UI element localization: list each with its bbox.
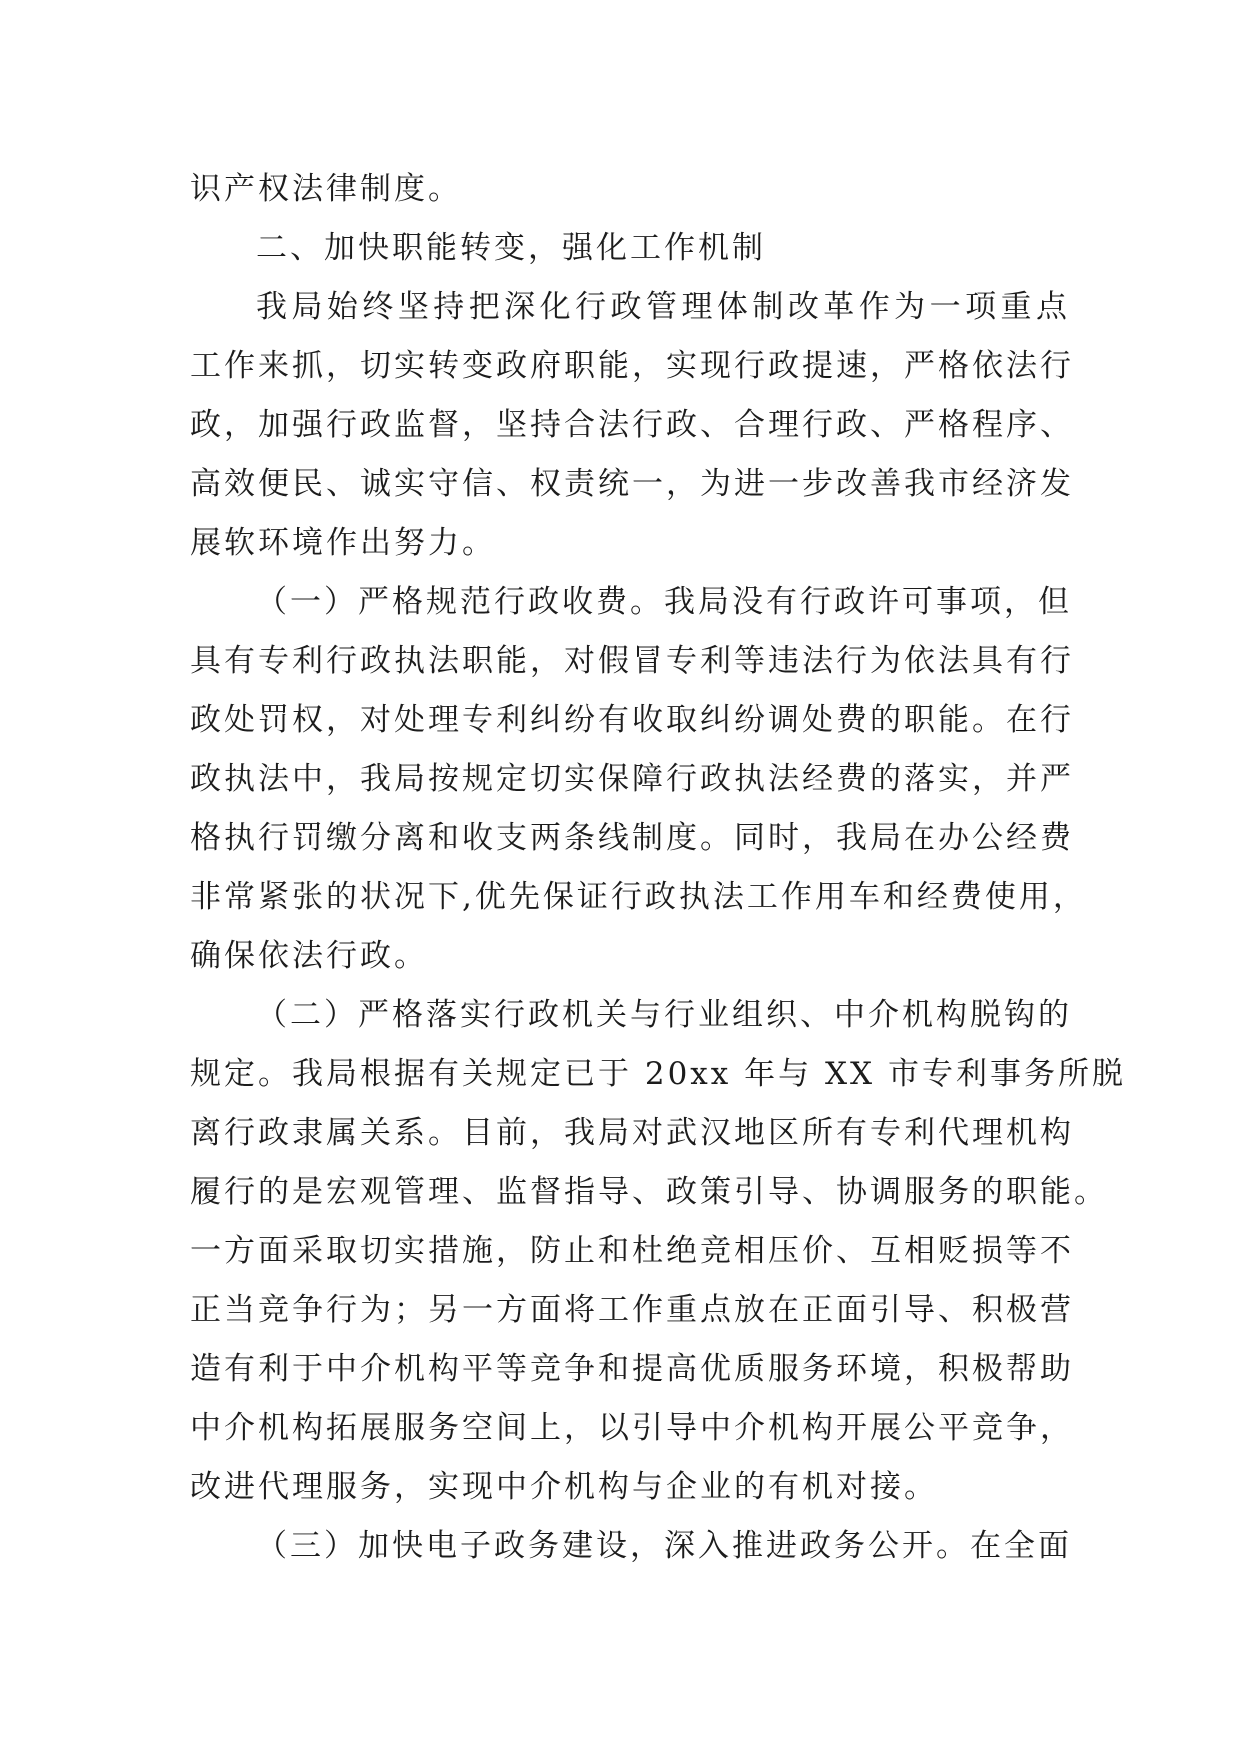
text-line: 格执行罚缴分离和收支两条线制度。同时，我局在办公经费 <box>190 820 1074 856</box>
text-line: 具有专利行政执法职能，对假冒专利等违法行为依法具有行 <box>190 643 1074 679</box>
text-line: 离行政隶属关系。目前，我局对武汉地区所有专利代理机构 <box>190 1115 1074 1151</box>
text-line: 一方面采取切实措施，防止和杜绝竞相压价、互相贬损等不 <box>190 1233 1074 1269</box>
text-line: 高效便民、诚实守信、权责统一，为进一步改善我市经济发 <box>190 466 1074 502</box>
text-line: 确保依法行政。 <box>190 938 428 974</box>
text-line: 识产权法律制度。 <box>190 171 462 207</box>
text-line: 展软环境作出努力。 <box>190 525 496 561</box>
text-line: 改进代理服务，实现中介机构与企业的有机对接。 <box>190 1469 938 1505</box>
text-line: 规定。我局根据有关规定已于 20xx 年与 XX 市专利事务所脱 <box>190 1056 1126 1092</box>
text-line: 二、加快职能转变，强化工作机制 <box>256 230 766 266</box>
text-line: 政，加强行政监督，坚持合法行政、合理行政、严格程序、 <box>190 407 1074 443</box>
text-line: 履行的是宏观管理、监督指导、政策引导、协调服务的职能。 <box>190 1174 1108 1210</box>
text-line: 我局始终坚持把深化行政管理体制改革作为一项重点 <box>256 289 1070 325</box>
text-line: 非常紧张的状况下,优先保证行政执法工作用车和经费使用， <box>190 879 1087 915</box>
text-line: 政执法中，我局按规定切实保障行政执法经费的落实，并严 <box>190 761 1074 797</box>
text-line: 正当竞争行为；另一方面将工作重点放在正面引导、积极营 <box>190 1292 1074 1328</box>
text-line: 工作来抓，切实转变政府职能，实现行政提速，严格依法行 <box>190 348 1074 384</box>
text-line: （一）严格规范行政收费。我局没有行政许可事项，但 <box>256 584 1072 620</box>
text-line: 造有利于中介机构平等竞争和提高优质服务环境，积极帮助 <box>190 1351 1074 1387</box>
text-line: 中介机构拓展服务空间上，以引导中介机构开展公平竞争， <box>190 1410 1074 1446</box>
text-line: （三）加快电子政务建设，深入推进政务公开。在全面 <box>256 1528 1072 1564</box>
text-line: （二）严格落实行政机关与行业组织、中介机构脱钩的 <box>256 997 1072 1033</box>
document-body <box>190 160 1126 1576</box>
text-line: 政处罚权，对处理专利纠纷有收取纠纷调处费的职能。在行 <box>190 702 1074 738</box>
